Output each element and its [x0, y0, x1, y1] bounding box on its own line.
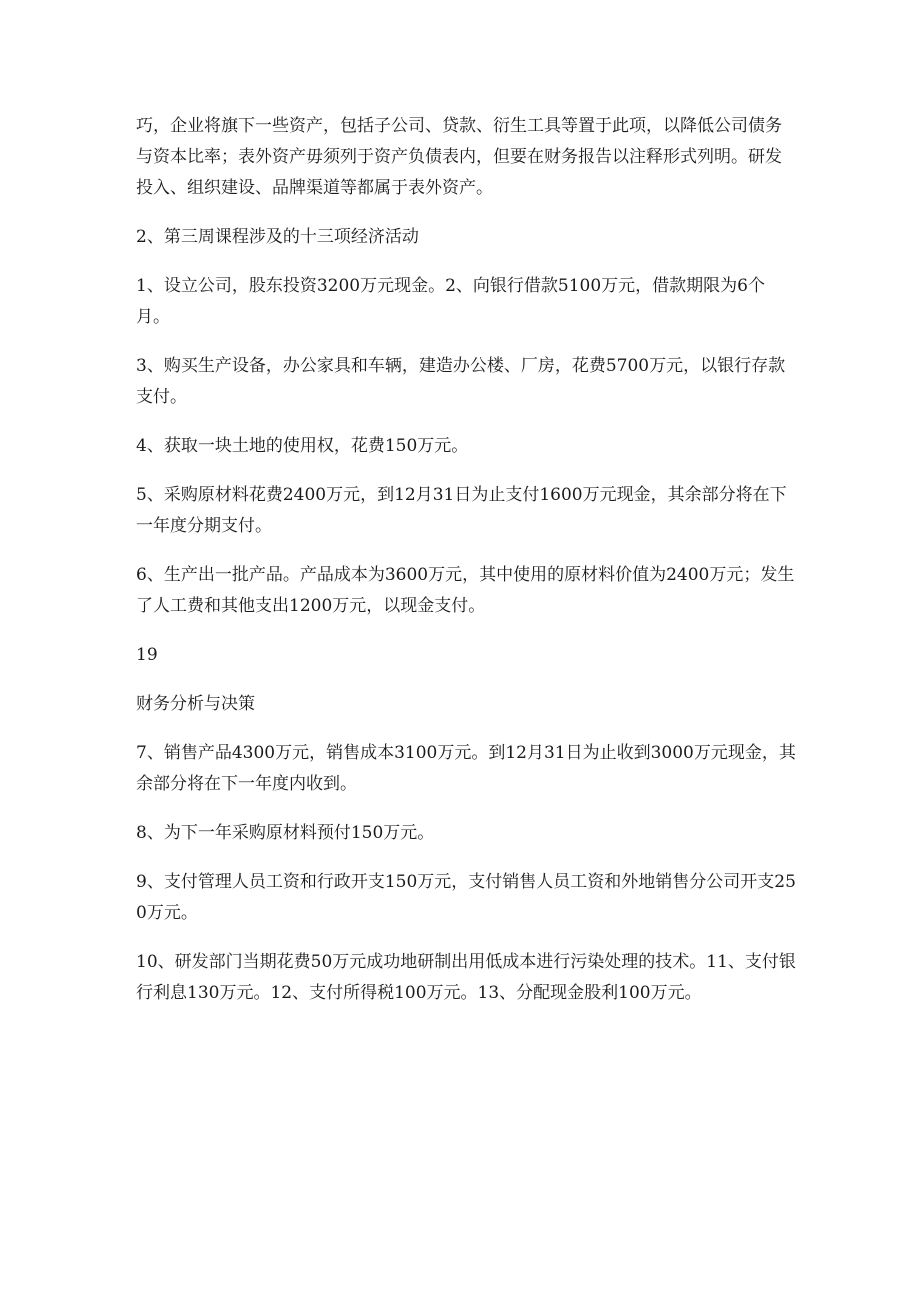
document-body: [136, 111, 796, 1027]
paragraph-activity-6: 6、生产出一批产品。产品成本为3600万元，其中使用的原材料价值为2400万元；发生了人工费和其他支出1200万元，以现金支付。: [136, 565, 795, 616]
paragraph-section-heading: 2、第三周课程涉及的十三项经济活动: [136, 227, 419, 247]
page-number: 19: [136, 645, 158, 665]
paragraph-activity-7: 7、销售产品4300万元，销售成本3100万元。到12月31日为止收到3000万元现金，其余部分将在下一年度内收到。: [136, 743, 796, 794]
paragraph-off-balance-assets: 巧，企业将旗下一些资产，包括子公司、贷款、衍生工具等置于此项，以降低公司债务与资本比率；表外资产毋须列于资产负债表内，但要在财务报告以注释形式列明。研发投入、组织建设、品牌渠道等都属于表外资产。: [136, 116, 782, 198]
paragraph-activity-5: 5、采购原材料花费2400万元，到12月31日为止支付1600万元现金，其余部分将在下一年度分期支付。: [136, 485, 787, 536]
paragraph-activity-8: 8、为下一年采购原材料预付150万元。: [136, 823, 435, 843]
running-header: 财务分析与决策: [136, 694, 255, 714]
paragraph-activity-1-2: 1、设立公司，股东投资3200万元现金。2、向银行借款5100万元，借款期限为6个月。: [136, 276, 765, 327]
paragraph-activity-3: 3、购买生产设备，办公家具和车辆，建造办公楼、厂房，花费5700万元，以银行存款支付。: [136, 356, 786, 407]
paragraph-activity-4: 4、获取一块土地的使用权，花费150万元。: [136, 436, 469, 456]
paragraph-activity-10-13: 10、研发部门当期花费50万元成功地研制出用低成本进行污染处理的技术。11、支付银行利息130万元。12、支付所得税100万元。13、分配现金股利100万元。: [136, 952, 796, 1003]
paragraph-activity-9: 9、支付管理人员工资和行政开支150万元，支付销售人员工资和外地销售分公司开支250万元。: [136, 872, 796, 923]
